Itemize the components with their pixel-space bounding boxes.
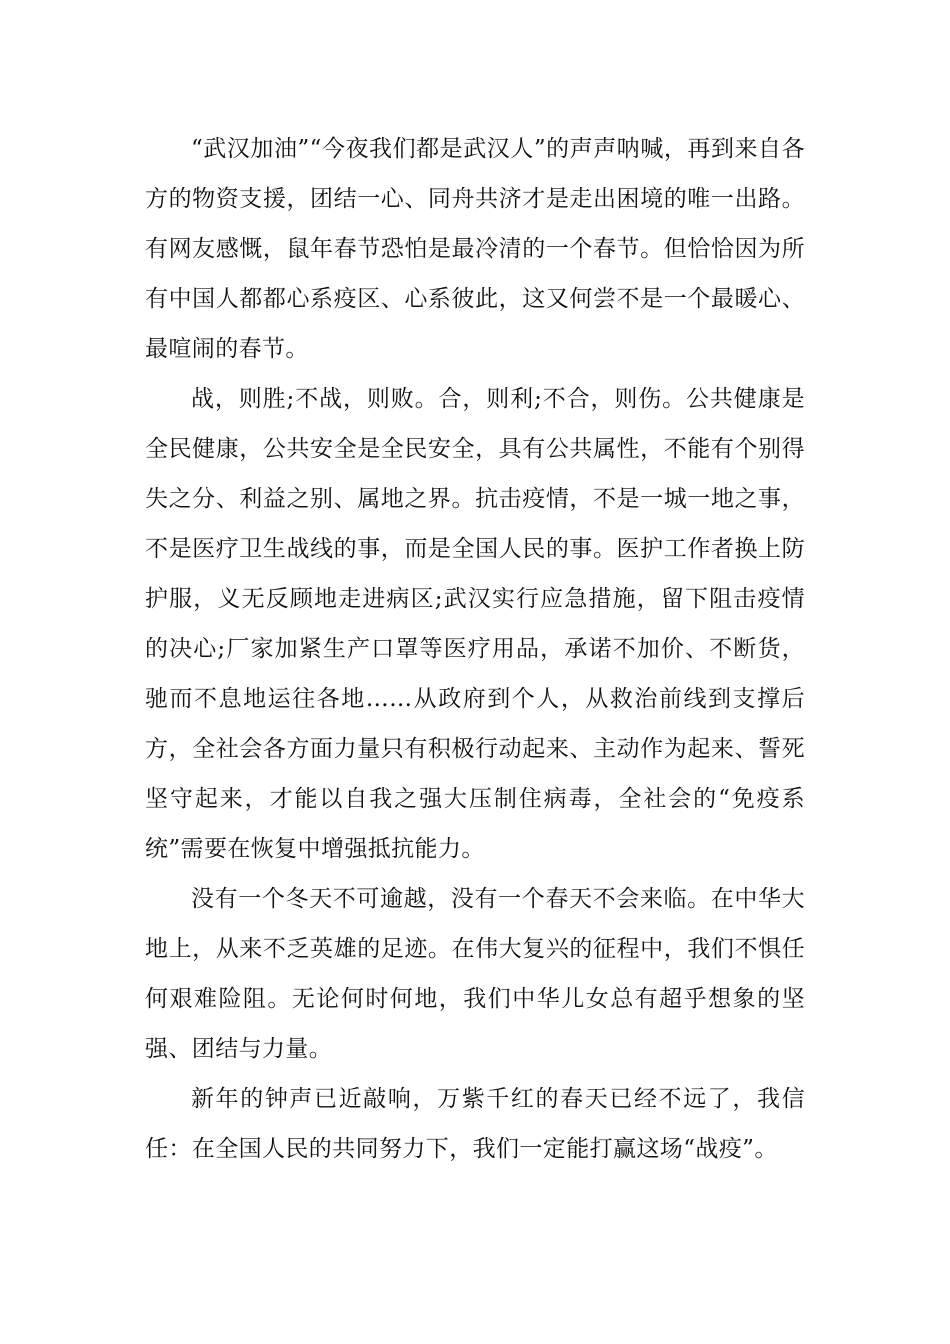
paragraph: 新年的钟声已近敲响，万紫千红的春天已经不远了，我信任：在全国人民的共同努力下，我们一定能打赢这场“战疫”。 bbox=[145, 1086, 805, 1162]
document-body bbox=[145, 124, 805, 1174]
paragraph: 没有一个冬天不可逾越，没有一个春天不会来临。在中华大地上，从来不乏英雄的足迹。在伟大复兴的征程中，我们不惧任何艰难险阻。无论何时何地，我们中华儿女总有超乎想象的坚强、团结与力量。 bbox=[145, 886, 805, 1062]
paragraph: 战，则胜;不战，则败。合，则利;不合，则伤。公共健康是全民健康，公共安全是全民安全，具有公共属性，不能有个别得失之分、利益之别、属地之界。抗击疫情，不是一城一地之事，不是医疗卫生战线的事，而是全国人民的事。医护工作者换上防护服，义无反顾地走进病区;武汉实行应急措施，留下阻击疫情的决心;厂家加紧生产口罩等医疗用品，承诺不加价、不断货，驰而不息地运往各地……从政府到个人，从救治前线到支撑后方，全社会各方面力量只有积极行动起来、主动作为起来、誓死坚守起来，才能以自我之强大压制住病毒，全社会的“免疫系统”需要在恢复中增强抵抗能力。 bbox=[145, 386, 805, 862]
paragraph: “武汉加油”“今夜我们都是武汉人”的声声呐喊，再到来自各方的物资支援，团结一心、同舟共济才是走出困境的唯一出路。有网友感慨，鼠年春节恐怕是最冷清的一个春节。但恰恰因为所有中国人都都心系疫区、心系彼此，这又何尝不是一个最暖心、最喧闹的春节。 bbox=[145, 136, 805, 362]
